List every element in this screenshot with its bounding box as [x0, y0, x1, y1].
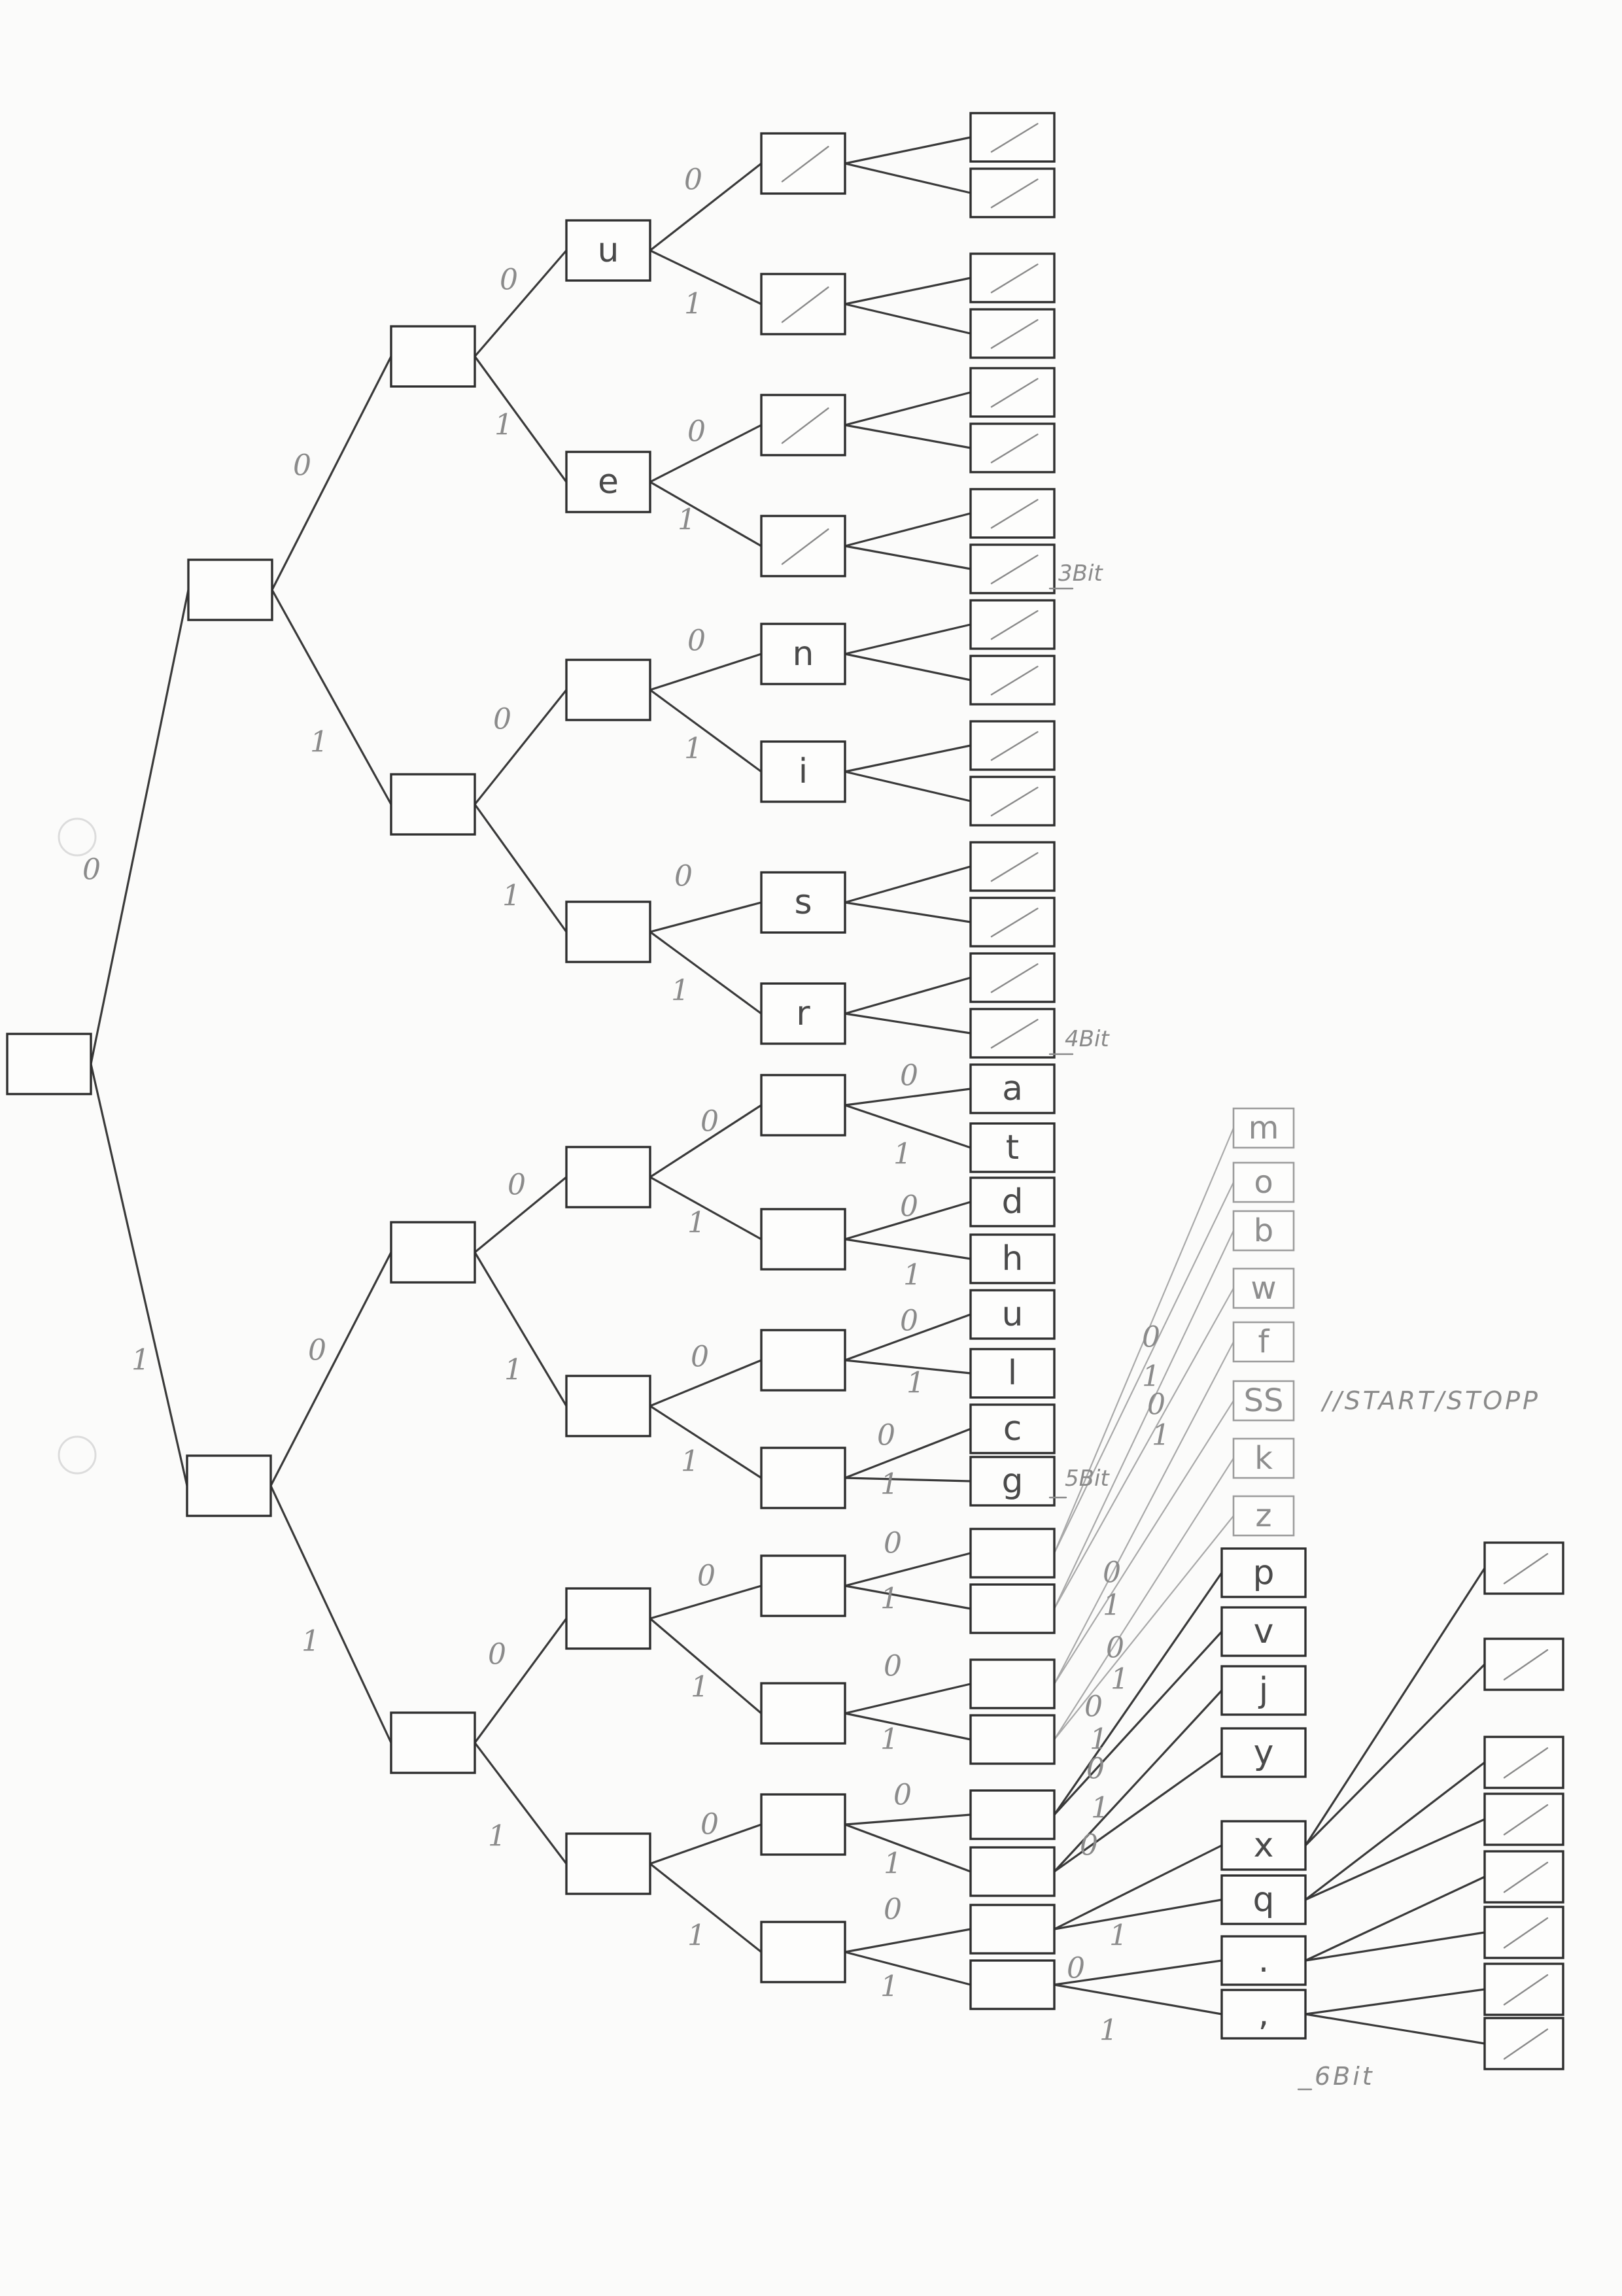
- annotation-start-stop: //START/STOPP: [1322, 1386, 1540, 1415]
- tree-node: [971, 254, 1054, 302]
- root-node: [7, 1034, 91, 1094]
- node-symbol: q: [1252, 1880, 1275, 1919]
- node-symbol: j: [1258, 1671, 1269, 1710]
- tree-node: [566, 902, 650, 962]
- tree-node: [761, 1075, 845, 1135]
- tree-node: [566, 660, 650, 720]
- edge-bit-label: 0: [900, 1190, 918, 1224]
- tree-node: [761, 1922, 845, 1982]
- edge-bit-label: 0: [884, 1526, 902, 1560]
- edge-bit-label: 1: [678, 503, 696, 537]
- node-symbol: a: [1002, 1069, 1023, 1108]
- edge-bit-label: 1: [684, 287, 702, 321]
- node-symbol: k: [1254, 1440, 1273, 1477]
- tree-edge: [845, 546, 971, 569]
- tree-node: [971, 1529, 1054, 1577]
- tree-node: [971, 309, 1054, 358]
- tree-node: [1485, 1543, 1563, 1594]
- node-symbol: l: [1007, 1354, 1018, 1393]
- edge-bit-label: 1: [1091, 1791, 1109, 1825]
- tree-node: [761, 1556, 845, 1616]
- tree-edge: [650, 690, 761, 772]
- tree-edge: [475, 804, 566, 932]
- tree-edge: [845, 425, 971, 448]
- edge-bit-label: 0: [877, 1418, 895, 1452]
- tree-edge: [272, 356, 391, 590]
- edge-bit-label: 1: [880, 1722, 899, 1756]
- tree-node: [391, 326, 475, 386]
- edge-bit-label: 1: [906, 1366, 925, 1400]
- edge-bit-label: 1: [884, 1847, 902, 1881]
- node-symbol: r: [796, 994, 810, 1033]
- node-symbol: i: [798, 752, 808, 791]
- tree-edge: [845, 278, 971, 304]
- node-symbol: u: [597, 231, 619, 270]
- node-symbol: u: [1001, 1295, 1024, 1334]
- tree-edge: [650, 163, 761, 250]
- edge-bit-label: 0: [893, 1778, 912, 1812]
- tree-node: [391, 1222, 475, 1282]
- tree-edge: [845, 1014, 971, 1033]
- tree-edge: [475, 690, 566, 804]
- edge-bit-label: 0: [1084, 1690, 1103, 1724]
- node-symbol: t: [1005, 1128, 1020, 1167]
- tree-edge: [650, 902, 761, 932]
- edge-bit-label: 0: [493, 702, 511, 736]
- tree-node: [971, 545, 1054, 593]
- tree-edge: [845, 654, 971, 680]
- extended-edge: [1054, 1231, 1234, 1609]
- node-symbol: b: [1253, 1212, 1274, 1249]
- tree-node: [566, 1588, 650, 1649]
- edge-bit-label: 1: [1142, 1360, 1160, 1394]
- tree-edge: [271, 1486, 391, 1743]
- tree-node: [391, 1713, 475, 1773]
- edge-bit-label: 0: [508, 1168, 526, 1202]
- tree-node: [1485, 1639, 1563, 1690]
- tree-edge: [1305, 1877, 1485, 1961]
- tree-edge: [845, 1478, 971, 1481]
- tree-edge: [845, 625, 971, 654]
- edge-bit-label: 0: [687, 624, 706, 658]
- node-symbol: .: [1258, 1941, 1269, 1980]
- edge-bit-label: 1: [310, 725, 328, 759]
- edge-bit-label: 0: [1103, 1556, 1121, 1590]
- node-symbol: w: [1251, 1270, 1277, 1307]
- tree-edge: [650, 1864, 761, 1952]
- tree-node: [971, 656, 1054, 704]
- tree-edge: [1305, 1664, 1485, 1845]
- tree-node: [761, 516, 845, 576]
- edge-bit-label: 1: [893, 1137, 912, 1171]
- edge-bit-label: 1: [1111, 1662, 1129, 1696]
- edge-bit-label: 1: [681, 1445, 699, 1479]
- tree-edge: [845, 866, 971, 902]
- tree-edge: [845, 772, 971, 801]
- tree-edge: [91, 1064, 187, 1486]
- tree-edge: [845, 902, 971, 922]
- edge-bit-label: 0: [1080, 1828, 1098, 1862]
- tree-edge: [475, 1619, 566, 1743]
- node-symbol: e: [598, 462, 619, 502]
- edge-bit-label: 1: [504, 1353, 523, 1387]
- tree-edge: [1305, 1568, 1485, 1845]
- node-symbol: y: [1253, 1733, 1274, 1772]
- tree-edge: [845, 137, 971, 163]
- tree-node: [971, 898, 1054, 946]
- edge-bit-label: 1: [1152, 1418, 1170, 1452]
- edge-bit-label: 0: [900, 1304, 918, 1338]
- extended-edge: [1054, 1458, 1234, 1739]
- tree-edge: [91, 590, 188, 1064]
- edge-bit-label: 1: [494, 408, 513, 442]
- tree-edge: [845, 304, 971, 334]
- tree-node: [566, 1147, 650, 1207]
- tree-edge: [845, 978, 971, 1014]
- edge-bit-label: 0: [697, 1559, 716, 1593]
- node-symbol: f: [1258, 1324, 1269, 1360]
- tree-edge: [475, 250, 566, 356]
- tree-node: [1485, 1794, 1563, 1845]
- tree-node: [971, 1961, 1054, 2009]
- tree-node: [1485, 1851, 1563, 1902]
- tree-edge: [845, 1952, 971, 1985]
- annotation-5bit: 5Bit: [1065, 1465, 1109, 1492]
- tree-node: [971, 1585, 1054, 1633]
- tree-node: [761, 1448, 845, 1508]
- edge-bit-label: 1: [1109, 1919, 1128, 1953]
- tree-edge: [845, 1586, 971, 1609]
- punch-hole-top: [59, 819, 95, 855]
- tree-edge: [845, 1825, 971, 1872]
- tree-edge: [845, 1815, 971, 1825]
- annotation-6bit: 6Bit: [1315, 2062, 1375, 2091]
- tree-node: [971, 1905, 1054, 1953]
- node-symbol: v: [1253, 1612, 1274, 1651]
- edge-bit-label: 0: [488, 1637, 506, 1671]
- node-symbol: m: [1248, 1110, 1279, 1146]
- node-symbol: p: [1252, 1553, 1275, 1592]
- edge-bit-label: 0: [884, 1649, 902, 1683]
- tree-node: [971, 721, 1054, 770]
- tree-edge: [650, 654, 761, 690]
- edge-bit-label: 0: [700, 1808, 719, 1842]
- edge-bit-label: 0: [674, 859, 693, 893]
- tree-node: [1485, 2018, 1563, 2069]
- edge-bit-label: 1: [302, 1624, 320, 1658]
- node-symbol: SS: [1243, 1382, 1284, 1419]
- node-symbol: n: [792, 634, 814, 674]
- tree-node: [187, 1456, 271, 1516]
- tree-edge: [845, 1929, 971, 1952]
- tree-edge: [845, 163, 971, 193]
- edge-bit-label: 0: [1147, 1388, 1165, 1422]
- edge-bit-label: 0: [900, 1059, 918, 1093]
- tree-node: [761, 1209, 845, 1269]
- tree-edge: [650, 425, 761, 482]
- tree-node: [971, 1847, 1054, 1896]
- node-symbol: x: [1253, 1826, 1274, 1865]
- tree-node: [971, 1660, 1054, 1708]
- tree-node: [761, 1683, 845, 1743]
- edge-bit-label: 1: [880, 1582, 899, 1616]
- tree-node: [971, 169, 1054, 217]
- node-symbol: c: [1003, 1409, 1022, 1448]
- tree-edge: [1054, 1900, 1222, 1929]
- tree-node: [971, 424, 1054, 472]
- tree-edge: [845, 1553, 971, 1586]
- tree-node: [971, 777, 1054, 825]
- edge-bit-label: 1: [880, 1970, 899, 2004]
- node-symbol: ,: [1258, 1995, 1269, 2034]
- node-symbol: h: [1001, 1239, 1024, 1278]
- tree-node: [761, 395, 845, 455]
- tree-edge: [845, 392, 971, 425]
- edge-bit-label: 0: [684, 163, 702, 197]
- tree-edge: [650, 1406, 761, 1478]
- tree-edge: [475, 356, 566, 482]
- edge-bit-label: 1: [671, 974, 689, 1008]
- tree-node: [1485, 1964, 1563, 2015]
- tree-nodes: [7, 113, 1563, 2069]
- edge-bit-label: 1: [1103, 1588, 1121, 1622]
- tree-node: [971, 368, 1054, 417]
- tree-node: [761, 1794, 845, 1855]
- annotation-4bit: 4Bit: [1065, 1026, 1109, 1052]
- node-symbol: d: [1001, 1182, 1024, 1222]
- tree-edge: [1305, 2014, 1485, 2044]
- edge-bit-label: 0: [700, 1105, 719, 1139]
- tree-edge: [650, 250, 761, 304]
- tree-edge: [650, 932, 761, 1014]
- edge-bit-label: 1: [903, 1258, 922, 1292]
- edge-bit-label: 0: [1142, 1320, 1160, 1354]
- edge-bit-label: 0: [308, 1333, 326, 1367]
- edge-bit-label: 1: [1090, 1722, 1108, 1756]
- tree-node: [971, 1791, 1054, 1839]
- tree-edge: [272, 590, 391, 804]
- tree-node: [188, 560, 272, 620]
- edge-bit-label: 0: [293, 449, 311, 483]
- edge-bit-label: 1: [880, 1467, 899, 1501]
- edge-bit-label: 0: [687, 415, 706, 449]
- edge-bit-label: 1: [684, 732, 702, 766]
- punch-hole-bottom: [59, 1437, 95, 1473]
- tree-node: [761, 1330, 845, 1390]
- tree-node: [1485, 1907, 1563, 1958]
- tree-edge: [1305, 1932, 1485, 1961]
- edge-bit-label: 0: [1086, 1752, 1105, 1786]
- tree-node: [971, 842, 1054, 891]
- tree-edge: [1054, 1985, 1222, 2014]
- edge-bit-label: 1: [502, 879, 521, 913]
- edge-bit-label: 0: [691, 1340, 709, 1374]
- extended-edge: [1054, 1401, 1234, 1684]
- tree-node: [971, 1009, 1054, 1057]
- tree-edge: [650, 482, 761, 546]
- tree-node: [761, 274, 845, 334]
- edge-bit-label: 0: [1067, 1951, 1085, 1985]
- tree-node: [566, 1834, 650, 1894]
- node-symbol: z: [1255, 1498, 1272, 1534]
- tree-edge: [845, 745, 971, 772]
- tree-edge: [845, 1713, 971, 1739]
- annotation-3bit: 3Bit: [1058, 560, 1103, 587]
- tree-node: [971, 113, 1054, 162]
- tree-node: [761, 133, 845, 194]
- tree-edge: [845, 1239, 971, 1259]
- edge-bit-label: 1: [1099, 2013, 1118, 2048]
- edge-bit-label: 1: [131, 1343, 150, 1377]
- tree-node: [971, 600, 1054, 649]
- tree-node: [971, 489, 1054, 538]
- node-symbol: g: [1001, 1462, 1024, 1501]
- edge-bit-label: 1: [488, 1819, 506, 1853]
- tree-edge: [1054, 1632, 1222, 1815]
- tree-node: [1485, 1737, 1563, 1788]
- edge-bit-label: 0: [82, 853, 101, 887]
- tree-edge: [845, 1684, 971, 1713]
- tree-edge: [845, 1429, 971, 1478]
- tree-edge: [271, 1252, 391, 1486]
- edge-bit-label: 1: [687, 1206, 706, 1240]
- tree-edge: [650, 1177, 761, 1239]
- edge-bit-label: 1: [687, 1919, 706, 1953]
- tree-edge: [1305, 1989, 1485, 2014]
- tree-node: [971, 1715, 1054, 1764]
- edge-bit-label: 0: [1106, 1631, 1124, 1665]
- edge-bit-label: 0: [500, 263, 518, 297]
- tree-node: [971, 953, 1054, 1002]
- edge-bit-label: 1: [691, 1670, 709, 1704]
- edge-bit-label: 0: [884, 1893, 902, 1927]
- node-symbol: s: [794, 883, 812, 922]
- node-symbol: o: [1254, 1164, 1273, 1201]
- tree-node: [391, 774, 475, 834]
- tree-edge: [845, 513, 971, 546]
- tree-node: [566, 1376, 650, 1436]
